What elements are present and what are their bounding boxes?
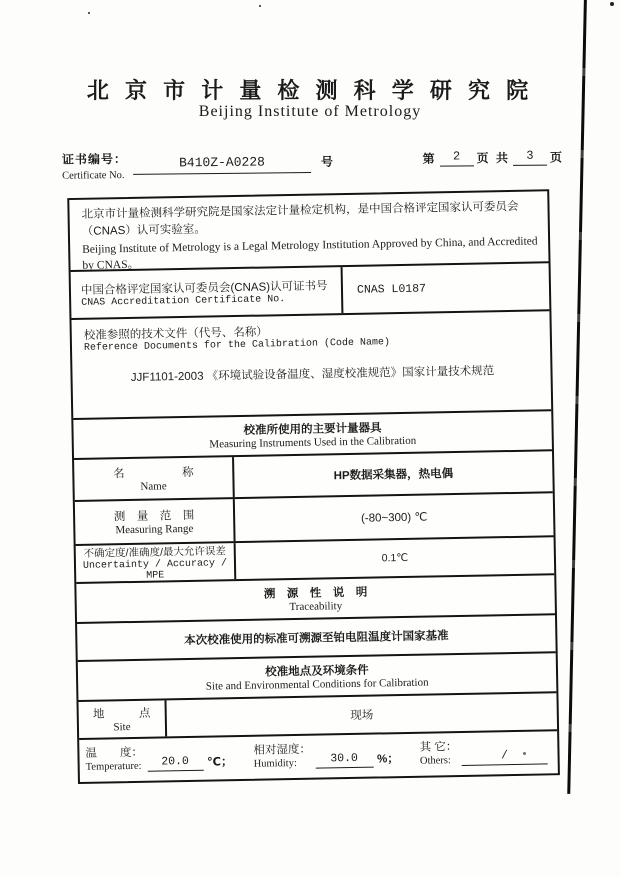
temperature-unit: ℃； [207,756,233,769]
scan-speck [259,5,261,7]
others-value: / [461,748,547,766]
page-middle: 页 共 [476,150,511,166]
temperature-value: 20.0 [147,755,203,772]
certificate-label-en: Certificate No. [62,169,125,182]
temperature-label-en: Temperature: [85,760,142,773]
institute-title-en: Beijing Institute of Metrology [198,103,422,120]
page-suffix: 页 [549,150,565,165]
humidity-unit: %； [376,753,399,766]
reference-label-en: Reference Documents for the Calibration (Code Name) [83,337,391,354]
intro-statement-row [69,191,548,273]
cnas-label-cn: 中国合格评定国家认可委员会(CNAS)认可证书号 [80,279,328,297]
reference-documents-row [71,309,551,418]
temperature-label-cn: 温 度： [85,746,144,760]
instrument-name-label-cn: 名 称 [112,466,194,481]
instruments-header-cn: 校准所使用的主要计量器具 [243,422,382,437]
certificate-number-group [62,148,333,182]
uncertainty-value: 0.1℃ [381,551,409,565]
instrument-name-label-en: Name [140,480,167,493]
page-indicator [419,148,567,167]
certificate-number-label [62,150,127,182]
institute-title-cn: 北 京 市 计 量 检 测 科 学 研 究 院 [86,78,534,103]
instrument-name-label-cell [74,457,235,500]
site-label-cn: 地 点 [92,707,151,721]
site-env-header-en: Site and Environmental Conditions for Calibration [205,676,429,693]
page-current: 2 [440,149,474,166]
certificate-number-line [62,145,567,181]
page-total: 3 [513,149,547,166]
scan-speck [88,12,90,14]
certificate-number-suffix: 号 [320,154,334,169]
traceability-header-en: Traceability [289,600,343,614]
uncertainty-label-cell [76,543,237,582]
cnas-label-en: CNAS Accreditation Certificate No. [81,293,286,309]
cnas-label-cell [71,267,344,318]
reference-label-cn: 校准参照的技术文件（代号、名称） [83,326,268,342]
intro-statement-cn: 北京市计量检测科学研究院是国家法定计量检定机构，是中国合格评定国家认可委员会（CNAS）认可实验室。 [81,200,519,239]
site-label-en: Site [113,721,131,734]
humidity-label-en: Humidity: [253,757,297,770]
page-prefix: 第 [422,151,437,166]
cnas-value: CNAS L0187 [356,282,427,297]
uncertainty-label-en: Uncertainty / Accuracy / MPE [82,557,228,582]
others-label-cn: 其 它： [419,740,458,754]
temperature-label [85,747,143,774]
scan-speck [610,2,614,6]
instruments-header-en: Measuring Instruments Used in the Calibration [209,434,417,451]
traceability-header-cn: 溯 源 性 说 明 [263,586,368,601]
others-label-en: Others: [419,754,451,767]
humidity-value: 30.0 [315,752,373,769]
uncertainty-label-cn: 不确定度/准确度/最大允许误差 [83,544,227,560]
measuring-range-label-cn: 测 量 范 围 [113,509,195,524]
conditions-row [79,729,558,782]
humidity-label [253,744,311,771]
certificate-label-cn: 证书编号： [61,151,128,167]
intro-statement-en: Beijing Institute of Metrology is a Legal Metrology Institution Approved by China, and Accredited by CNAS。 [82,234,538,273]
site-value: 现场 [350,709,374,722]
site-env-header-cn: 校准地点及环境条件 [265,664,369,679]
measuring-range-label-en: Measuring Range [115,522,194,537]
site-label-cell [78,700,167,738]
others-label [420,741,458,768]
reference-content: JJF1101-2003 《环境试验设备温度、湿度校准规范》国家计量技术规范 [130,365,495,384]
measuring-range-label-cell [75,499,236,544]
instrument-name-value: HP数据采集器，热电偶 [333,468,454,483]
cnas-accreditation-row [71,261,550,318]
certificate-table [67,189,560,784]
certificate-number-value: B410Z-A0228 [133,154,311,175]
humidity-label-cn: 相对湿度： [253,743,312,757]
traceability-content: 本次校准使用的标准可溯源至铂电阻温度计国家基准 [184,630,449,648]
measuring-range-value: (-80~300) ℃ [360,511,428,525]
